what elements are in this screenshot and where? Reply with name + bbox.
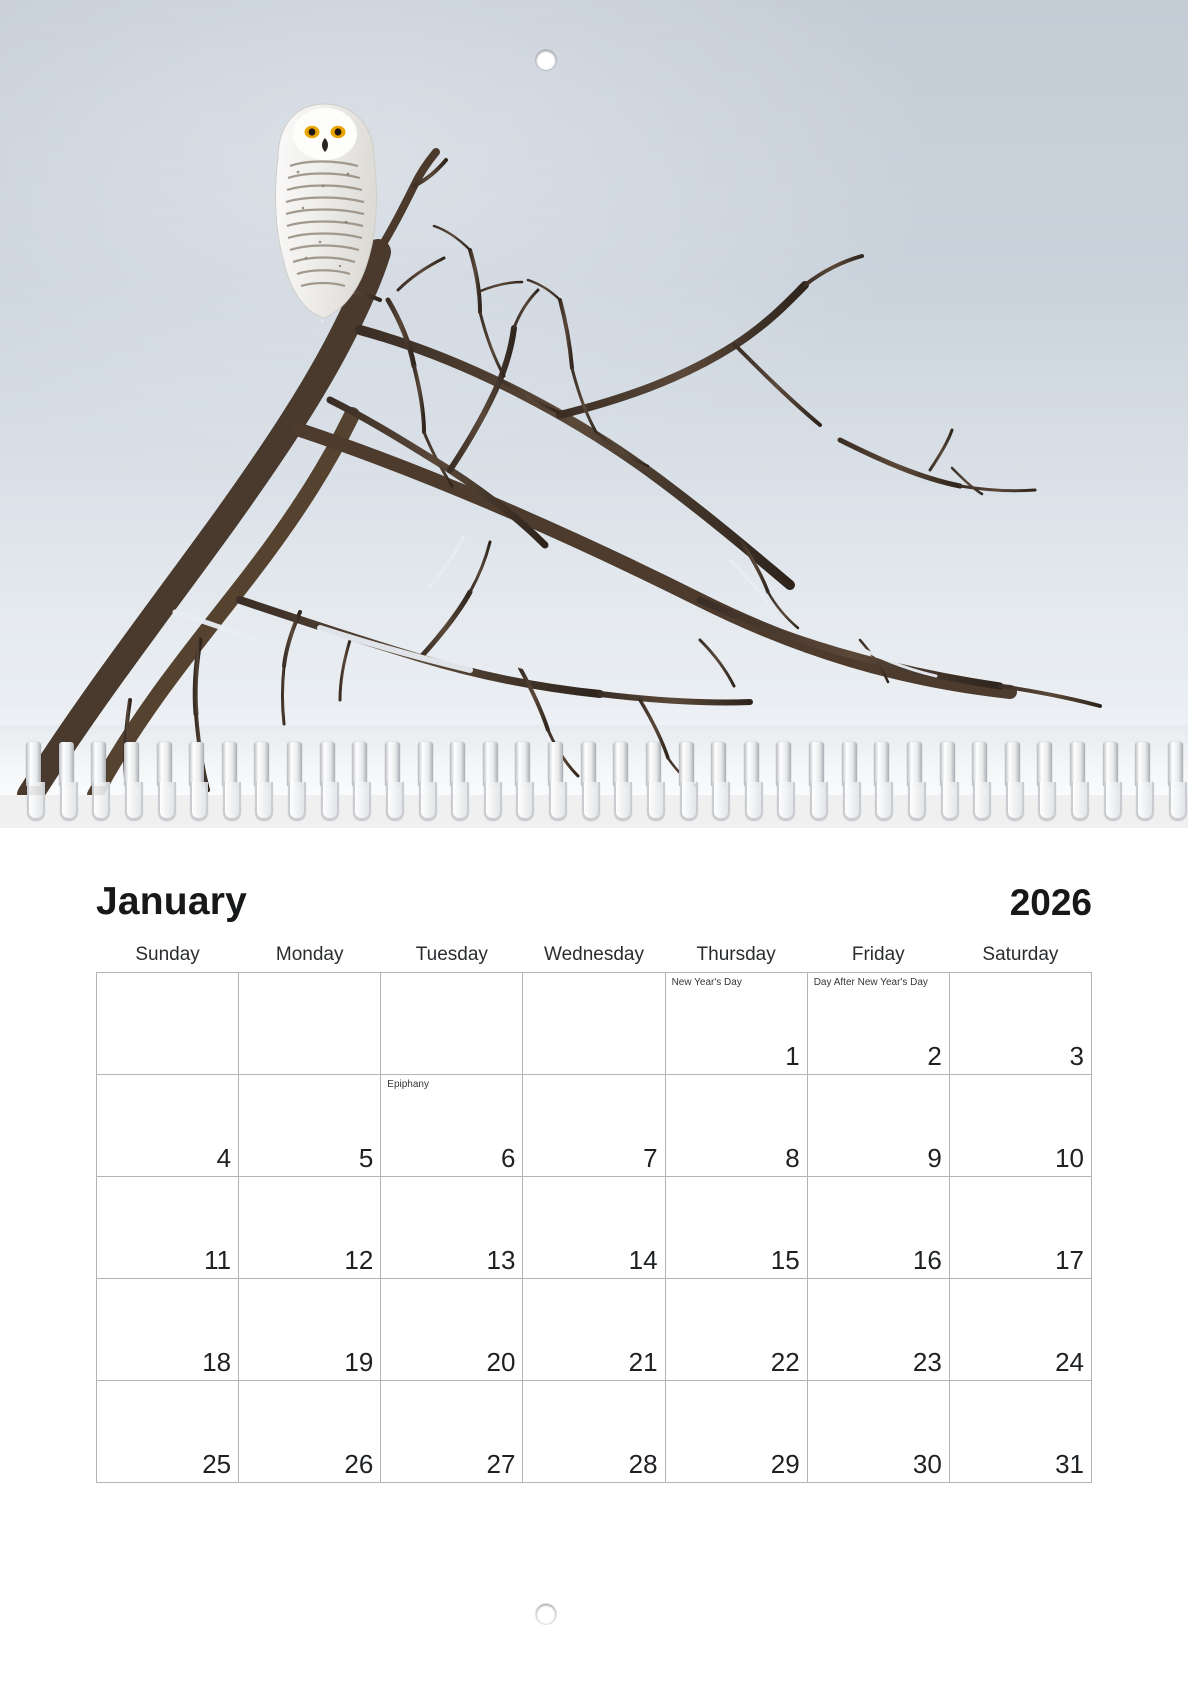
coil-lower-loop — [1071, 782, 1089, 820]
day-cell[interactable] — [807, 1279, 949, 1381]
day-number: 6 — [500, 1143, 516, 1173]
coil-lower-loop — [288, 782, 306, 820]
day-cell[interactable] — [523, 1075, 665, 1177]
spiral-coil — [350, 742, 372, 824]
day-number: 5 — [358, 1143, 374, 1173]
spiral-coil — [57, 742, 79, 824]
weekday-header-monday: Monday — [275, 944, 344, 965]
coil-upper-segment — [157, 742, 172, 786]
day-cell[interactable] — [239, 1075, 381, 1177]
coil-lower-loop — [92, 782, 110, 820]
day-number: 27 — [486, 1449, 516, 1479]
coil-upper-segment — [1005, 742, 1020, 786]
day-number: 12 — [344, 1245, 374, 1275]
coil-upper-segment — [287, 742, 302, 786]
holiday-label: Day After New Year's Day — [813, 977, 928, 988]
coil-upper-segment — [613, 742, 628, 786]
coil-lower-loop — [255, 782, 273, 820]
day-number: 18 — [202, 1347, 232, 1377]
spiral-coil — [840, 742, 862, 824]
day-cell[interactable] — [665, 973, 807, 1075]
day-cell[interactable] — [949, 1177, 1091, 1279]
day-cell[interactable] — [949, 1279, 1091, 1381]
spiral-coil — [774, 742, 796, 824]
year-label: 2026 — [1009, 882, 1092, 923]
spiral-coil — [677, 742, 699, 824]
day-number: 2 — [927, 1041, 942, 1071]
day-cell[interactable] — [523, 1177, 665, 1279]
spiral-coil — [122, 742, 144, 824]
coil-lower-loop — [190, 782, 208, 820]
day-cell[interactable] — [807, 1075, 949, 1177]
month-label: January — [96, 880, 247, 923]
day-cell[interactable] — [665, 1177, 807, 1279]
week-row — [97, 1177, 1092, 1279]
spiral-coil — [644, 742, 666, 824]
spiral-coil — [611, 742, 633, 824]
spiral-binding — [0, 742, 1188, 832]
coil-upper-segment — [711, 742, 726, 786]
coil-lower-loop — [1169, 782, 1187, 820]
day-cell[interactable] — [239, 1177, 381, 1279]
spiral-coil — [1133, 742, 1155, 824]
coil-lower-loop — [582, 782, 600, 820]
coil-upper-segment — [352, 742, 367, 786]
spiral-coil — [1035, 742, 1057, 824]
spiral-coil — [252, 742, 274, 824]
weekday-header-sunday: Sunday — [135, 944, 200, 965]
day-number: 20 — [486, 1347, 516, 1377]
spiral-coil — [220, 742, 242, 824]
coil-lower-loop — [680, 782, 698, 820]
spiral-coil — [416, 742, 438, 824]
day-cell[interactable] — [381, 1075, 523, 1177]
coil-upper-segment — [222, 742, 237, 786]
coil-upper-segment — [874, 742, 889, 786]
coil-upper-segment — [679, 742, 694, 786]
hole-punch-top — [536, 50, 556, 70]
day-number: 13 — [486, 1245, 516, 1275]
day-number: 17 — [1055, 1245, 1084, 1275]
coil-upper-segment — [385, 742, 400, 786]
coil-lower-loop — [27, 782, 45, 820]
day-number: 24 — [1055, 1347, 1084, 1377]
coil-upper-segment — [91, 742, 106, 786]
calendar-grid-panel — [0, 828, 1188, 1692]
day-cell[interactable] — [949, 1381, 1091, 1483]
spiral-coil — [513, 742, 535, 824]
weekday-header-friday: Friday — [851, 944, 905, 965]
day-number: 7 — [643, 1143, 658, 1173]
spiral-coil — [448, 742, 470, 824]
coil-upper-segment — [515, 742, 530, 786]
coil-lower-loop — [353, 782, 371, 820]
coil-upper-segment — [254, 742, 269, 786]
coil-lower-loop — [777, 782, 795, 820]
day-number: 9 — [927, 1143, 942, 1173]
day-number: 31 — [1055, 1449, 1084, 1479]
day-number: 16 — [912, 1245, 942, 1275]
spiral-coil — [938, 742, 960, 824]
day-cell[interactable] — [523, 1279, 665, 1381]
weekday-header-saturday: Saturday — [982, 944, 1059, 965]
coil-lower-loop — [973, 782, 991, 820]
coil-lower-loop — [745, 782, 763, 820]
day-number: 4 — [216, 1143, 232, 1173]
coil-lower-loop — [1038, 782, 1056, 820]
coil-upper-segment — [940, 742, 955, 786]
spiral-coil — [1166, 742, 1188, 824]
day-cell[interactable] — [665, 1381, 807, 1483]
coil-upper-segment — [1070, 742, 1085, 786]
coil-lower-loop — [647, 782, 665, 820]
day-cell-empty — [97, 973, 239, 1075]
coil-upper-segment — [418, 742, 433, 786]
day-cell[interactable] — [807, 973, 949, 1075]
day-cell[interactable] — [949, 1075, 1091, 1177]
day-cell[interactable] — [665, 1075, 807, 1177]
coil-upper-segment — [744, 742, 759, 786]
day-number: 19 — [344, 1347, 374, 1377]
week-row — [97, 973, 1092, 1075]
coil-lower-loop — [549, 782, 567, 820]
coil-lower-loop — [386, 782, 404, 820]
coil-upper-segment — [809, 742, 824, 786]
day-cell[interactable] — [97, 1381, 239, 1483]
day-number: 30 — [912, 1449, 942, 1479]
coil-lower-loop — [125, 782, 143, 820]
day-cell[interactable] — [381, 1177, 523, 1279]
coil-lower-loop — [843, 782, 861, 820]
coil-lower-loop — [614, 782, 632, 820]
day-number: 22 — [770, 1347, 800, 1377]
coil-lower-loop — [451, 782, 469, 820]
coil-upper-segment — [1135, 742, 1150, 786]
coil-upper-segment — [483, 742, 498, 786]
day-cell-empty — [239, 973, 381, 1075]
day-number: 28 — [628, 1449, 658, 1479]
day-cell[interactable] — [381, 1381, 523, 1483]
hole-punch-bottom — [536, 1604, 556, 1624]
bare-branch-illustration — [0, 0, 1188, 795]
spiral-coil — [383, 742, 405, 824]
spiral-coil — [1003, 742, 1025, 824]
spiral-coil — [285, 742, 307, 824]
coil-lower-loop — [712, 782, 730, 820]
coil-upper-segment — [450, 742, 465, 786]
coil-lower-loop — [484, 782, 502, 820]
day-number: 15 — [770, 1245, 800, 1275]
coil-lower-loop — [941, 782, 959, 820]
day-number: 10 — [1055, 1143, 1084, 1173]
coil-lower-loop — [223, 782, 241, 820]
coil-upper-segment — [124, 742, 139, 786]
day-cell[interactable] — [807, 1381, 949, 1483]
coil-lower-loop — [419, 782, 437, 820]
coil-upper-segment — [972, 742, 987, 786]
day-number: 23 — [912, 1347, 942, 1377]
day-number: 29 — [770, 1449, 800, 1479]
coil-upper-segment — [1037, 742, 1052, 786]
coil-upper-segment — [320, 742, 335, 786]
spiral-coil — [24, 742, 46, 824]
day-cell[interactable] — [97, 1177, 239, 1279]
day-cell-empty — [523, 973, 665, 1075]
week-row — [97, 1279, 1092, 1381]
coil-lower-loop — [875, 782, 893, 820]
coil-upper-segment — [1103, 742, 1118, 786]
coil-upper-segment — [907, 742, 922, 786]
spiral-coil — [481, 742, 503, 824]
coil-lower-loop — [908, 782, 926, 820]
spiral-coil — [1101, 742, 1123, 824]
spiral-coil — [807, 742, 829, 824]
day-number: 25 — [202, 1449, 232, 1479]
day-cell-empty — [381, 973, 523, 1075]
spiral-coil — [187, 742, 209, 824]
coil-lower-loop — [158, 782, 176, 820]
coil-upper-segment — [776, 742, 791, 786]
coil-lower-loop — [60, 782, 78, 820]
week-row — [97, 1075, 1092, 1177]
month-title-bar — [96, 880, 1092, 932]
weekday-header-wednesday: Wednesday — [543, 944, 644, 965]
day-cell[interactable] — [97, 1279, 239, 1381]
coil-upper-segment — [59, 742, 74, 786]
day-number: 3 — [1069, 1041, 1084, 1071]
spiral-coil — [318, 742, 340, 824]
day-cell[interactable] — [665, 1279, 807, 1381]
coil-lower-loop — [516, 782, 534, 820]
spiral-coil — [970, 742, 992, 824]
coil-upper-segment — [189, 742, 204, 786]
day-cell[interactable] — [381, 1279, 523, 1381]
spiral-coil — [89, 742, 111, 824]
day-number: 14 — [628, 1245, 658, 1275]
coil-upper-segment — [1168, 742, 1183, 786]
day-number: 21 — [628, 1347, 658, 1377]
day-number: 11 — [204, 1245, 232, 1275]
month-grid — [96, 944, 1092, 1483]
day-cell[interactable] — [97, 1075, 239, 1177]
coil-lower-loop — [321, 782, 339, 820]
day-number: 1 — [785, 1041, 800, 1071]
coil-lower-loop — [1136, 782, 1154, 820]
spiral-coil — [155, 742, 177, 824]
coil-upper-segment — [581, 742, 596, 786]
coil-lower-loop — [1006, 782, 1024, 820]
coil-lower-loop — [1104, 782, 1122, 820]
holiday-label: Epiphany — [387, 1079, 429, 1090]
coil-upper-segment — [646, 742, 661, 786]
spiral-coil — [872, 742, 894, 824]
spiral-coil — [905, 742, 927, 824]
coil-upper-segment — [26, 742, 41, 786]
day-cell[interactable] — [239, 1381, 381, 1483]
day-number: 8 — [785, 1143, 800, 1173]
coil-upper-segment — [842, 742, 857, 786]
coil-lower-loop — [810, 782, 828, 820]
weekday-header-row — [97, 944, 1092, 973]
spiral-coil — [579, 742, 601, 824]
calendar-photo — [0, 0, 1188, 795]
weekday-header-tuesday: Tuesday — [415, 944, 488, 965]
day-cell[interactable] — [949, 973, 1091, 1075]
spiral-coil — [709, 742, 731, 824]
day-number: 26 — [344, 1449, 374, 1479]
day-cell[interactable] — [807, 1177, 949, 1279]
spiral-coil — [742, 742, 764, 824]
snowy-owl — [228, 82, 418, 322]
spiral-coil — [1068, 742, 1090, 824]
day-cell[interactable] — [523, 1381, 665, 1483]
day-cell[interactable] — [239, 1279, 381, 1381]
weekday-header-thursday: Thursday — [696, 944, 776, 965]
spiral-coil — [546, 742, 568, 824]
coil-upper-segment — [548, 742, 563, 786]
holiday-label: New Year's Day — [671, 977, 742, 988]
week-row — [97, 1381, 1092, 1483]
